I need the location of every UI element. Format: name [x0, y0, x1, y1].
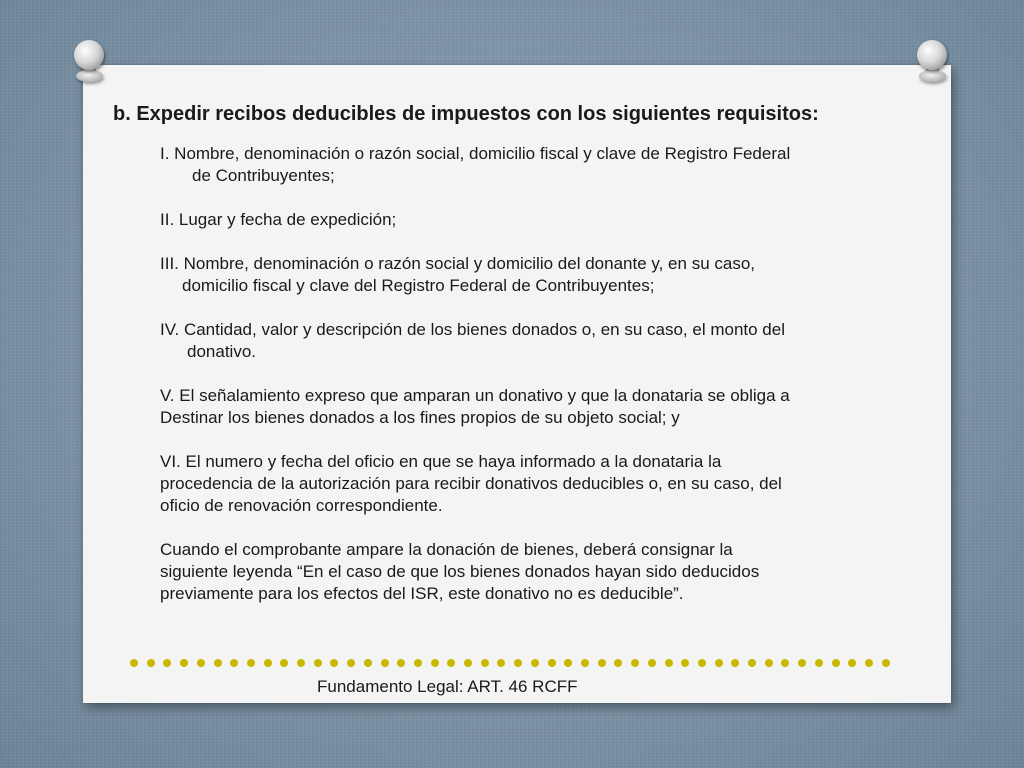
divider-dot [414, 659, 422, 667]
divider-dot [381, 659, 389, 667]
requirements-list [160, 143, 920, 627]
text-line: domicilio fiscal y clave del Registro Federal de Contribuyentes; [182, 276, 655, 295]
text-line: donativo. [187, 342, 256, 361]
divider-dot [464, 659, 472, 667]
slide-title: b. Expedir recibos deducibles de impuestos con los siguientes requisitos: [113, 103, 819, 125]
divider-dot [297, 659, 305, 667]
text-line: Cuando el comprobante ampare la donación de bienes, deberá consignar la [160, 540, 733, 559]
divider-dot [197, 659, 205, 667]
divider-dot [748, 659, 756, 667]
text-line: IV. Cantidad, valor y descripción de los bienes donados o, en su caso, el monto del [160, 320, 785, 339]
text-line: previamente para los efectos del ISR, este donativo no es deducible”. [160, 584, 684, 603]
divider-dot [598, 659, 606, 667]
requirement-item-1 [160, 143, 920, 187]
divider-dot [180, 659, 188, 667]
divider-dot [665, 659, 673, 667]
text-line: V. El señalamiento expreso que amparan un donativo y que la donataria se obliga a [160, 386, 790, 405]
divider-dot [364, 659, 372, 667]
requirement-item-4 [160, 319, 920, 363]
text-line: procedencia de la autorización para recibir donativos deducibles o, en su caso, del [160, 474, 782, 493]
divider-dot [765, 659, 773, 667]
divider-dot [648, 659, 656, 667]
requirement-item-5 [160, 385, 920, 429]
requirement-item-3 [160, 253, 920, 297]
divider-dot [230, 659, 238, 667]
divider-dot [631, 659, 639, 667]
divider-dot [832, 659, 840, 667]
divider-dot [865, 659, 873, 667]
divider-dot [330, 659, 338, 667]
divider-dot [564, 659, 572, 667]
text-line: siguiente leyenda “En el caso de que los bienes donados hayan sido deducidos [160, 562, 760, 581]
divider-dot [163, 659, 171, 667]
divider-dot [731, 659, 739, 667]
text-line: II. Lugar y fecha de expedición; [160, 210, 397, 229]
divider-dot [614, 659, 622, 667]
divider-dot [264, 659, 272, 667]
requirement-item-2 [160, 209, 920, 231]
divider-dot [397, 659, 405, 667]
divider-dot [147, 659, 155, 667]
divider-dot [280, 659, 288, 667]
dotted-divider [130, 659, 890, 671]
text-line: I. Nombre, denominación o razón social, domicilio fiscal y clave de Registro Federal [160, 144, 791, 163]
divider-dot [581, 659, 589, 667]
divider-dot [431, 659, 439, 667]
divider-dot [130, 659, 138, 667]
pushpin-icon [70, 40, 110, 84]
divider-dot [247, 659, 255, 667]
divider-dot [681, 659, 689, 667]
donation-note [160, 539, 920, 605]
divider-dot [781, 659, 789, 667]
divider-dot [447, 659, 455, 667]
divider-dot [481, 659, 489, 667]
legal-basis-footer: Fundamento Legal: ART. 46 RCFF [317, 677, 578, 696]
divider-dot [698, 659, 706, 667]
divider-dot [514, 659, 522, 667]
divider-dot [497, 659, 505, 667]
divider-dot [347, 659, 355, 667]
text-line: oficio de renovación correspondiente. [160, 496, 443, 515]
divider-dot [798, 659, 806, 667]
divider-dot [882, 659, 890, 667]
text-line: VI. El numero y fecha del oficio en que se haya informado a la donataria la [160, 452, 722, 471]
divider-dot [848, 659, 856, 667]
text-line: III. Nombre, denominación o razón social y domicilio del donante y, en su caso, [160, 254, 755, 273]
requirement-item-6 [160, 451, 920, 517]
divider-dot [815, 659, 823, 667]
divider-dot [715, 659, 723, 667]
divider-dot [548, 659, 556, 667]
divider-dot [214, 659, 222, 667]
pushpin-icon [913, 40, 953, 84]
text-line: Destinar los bienes donados a los fines propios de su objeto social; y [160, 408, 680, 427]
divider-dot [314, 659, 322, 667]
divider-dot [531, 659, 539, 667]
text-line: de Contribuyentes; [192, 166, 335, 185]
